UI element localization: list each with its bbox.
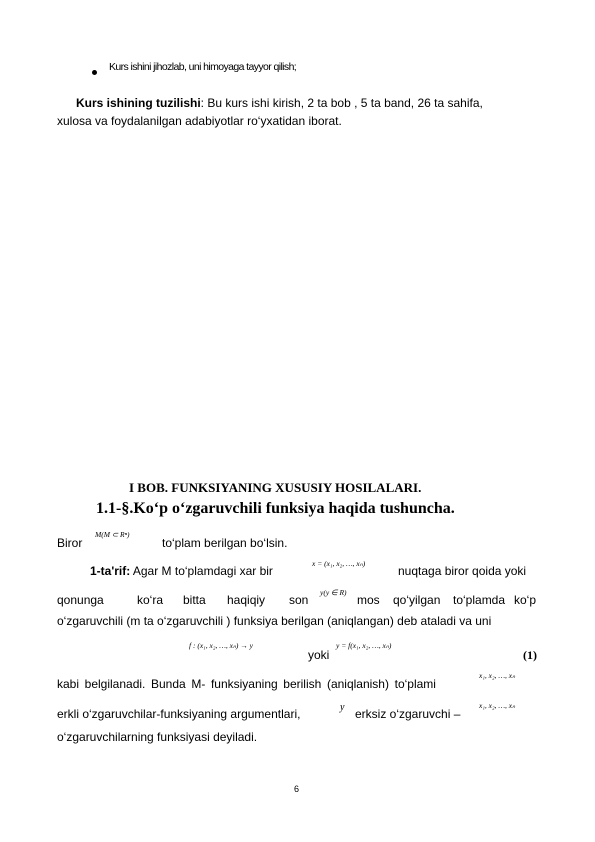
formula-y-var: y <box>340 702 345 713</box>
closing-line-2a: erkli o‘zgaruvchilar-funksiyaning argumentlari, <box>57 707 301 721</box>
bullet-text: Kurs ishini jihozlab, uni himoyaga tayyor qilish; <box>109 61 297 73</box>
section-title: 1.1-§.Ko‘p o‘zgaruvchili funksiya haqida tushuncha. <box>96 500 455 517</box>
word-bitta: bitta <box>183 593 206 607</box>
definition-line-1 <box>90 564 273 578</box>
word-mos: mos <box>357 593 380 607</box>
definition-text-a: Agar M to‘plamdagi xar bir <box>132 564 273 578</box>
formula-m-subset-rn: M(M ⊂ Rⁿ) <box>95 530 130 539</box>
page-number: 6 <box>294 784 300 794</box>
formula-y-in-r: y(y ∈ R) <box>320 588 347 597</box>
formula-vars-2: x₁, x₂, …, xₙ <box>479 701 516 710</box>
formula-y-equals-f: y = f(x₁, x₂, …, xₙ) <box>336 641 392 650</box>
definition-label: 1-ta'rif: <box>90 564 131 578</box>
chapter-title: I BOB. FUNKSIYANING XUSUSIY HOSILALARI. <box>129 480 422 495</box>
structure-label: Kurs ishining tuzilishi <box>76 96 201 110</box>
formula-x-point: x = (x₁, x₂, …, xₙ) <box>312 559 366 568</box>
closing-line-3: o‘zgaruvchilarning funksiyasi deyiladi. <box>57 730 258 744</box>
word-son: son <box>289 593 309 607</box>
closing-line-2b: erksiz o‘zgaruvchi – <box>355 707 461 721</box>
formula-vars-1: x₁, x₂, …, xₙ <box>479 671 516 680</box>
word-yoki: yoki <box>308 648 330 662</box>
word-haqiqiy: haqiqiy <box>227 593 266 607</box>
word-qoyilgan: qo‘yilgan <box>393 593 441 607</box>
word-toplamda: to‘plamda <box>453 593 506 607</box>
structure-text-1: : Bu kurs ishi kirish, 2 ta bob , 5 ta band, 26 ta sahifa, <box>200 96 483 110</box>
word-kora: ko‘ra <box>137 593 164 607</box>
structure-line-2: xulosa va foydalanilgan adabiyotlar ro‘yxatidan iborat. <box>57 114 342 128</box>
para1-before: Biror <box>57 536 83 550</box>
equation-number: (1) <box>523 648 537 662</box>
definition-text-b: nuqtaga biror qoida yoki <box>398 564 527 578</box>
structure-line-1 <box>76 96 483 110</box>
para1-after: to‘plam berilgan bo‘lsin. <box>162 536 288 550</box>
closing-line-1-text: kabi belgilanadi. Bunda M- funksiyaning berilish (aniqlanish) to‘plami <box>57 677 436 691</box>
definition-line-3: o‘zgaruvchili (m ta o‘zgaruvchili ) funksiya berilgan (aniqlangan) deb ataladi va uni <box>57 614 492 628</box>
closing-line-1 <box>57 677 471 691</box>
word-kop: ko‘p <box>514 593 537 607</box>
bullet-dot <box>92 70 97 75</box>
word-qonunga: qonunga <box>57 593 104 607</box>
formula-f-mapping: f : (x₁, x₂, …, xₙ) → y <box>189 641 254 650</box>
